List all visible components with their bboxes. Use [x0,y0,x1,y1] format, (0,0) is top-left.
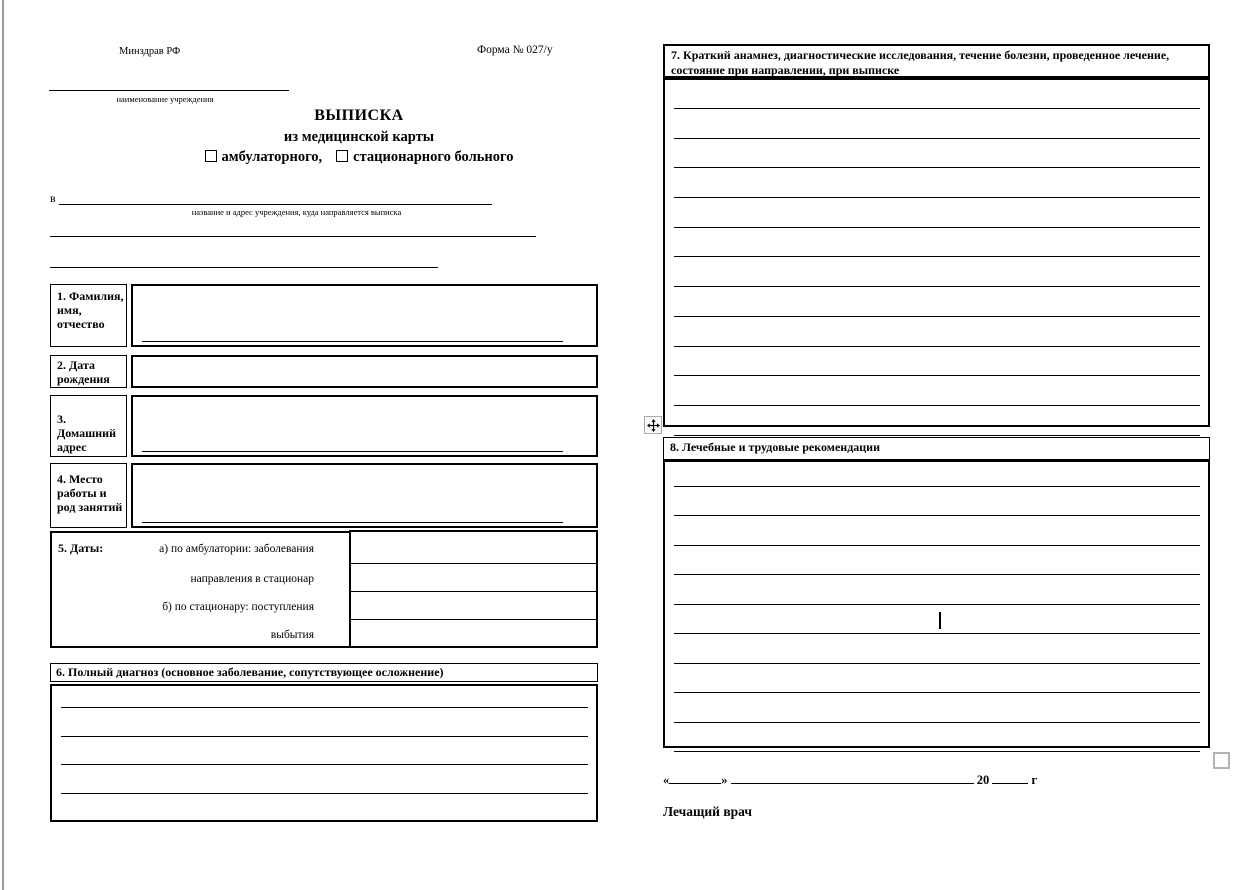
year-blank[interactable] [992,771,1028,784]
date-cell-discharge[interactable] [351,620,596,646]
field2-label: 2. Дата рождения [57,358,110,386]
addressee-extra-line-2[interactable] [50,267,438,268]
field5-row1-label: а) по амбулатории: заболевания [159,543,314,555]
field1-input-box[interactable] [131,284,598,347]
field5-row4-label: выбытия [270,629,314,641]
ruled-blank-line [674,257,1200,287]
ruled-blank-line [674,462,1200,487]
addressee-prefix: в [50,191,56,205]
ruled-blank-line [674,575,1200,604]
ruled-blank-line [674,317,1200,347]
ruled-blank-line [61,737,588,766]
inpatient-checkbox[interactable] [336,150,348,162]
field5-row3-label: б) по стационару: поступления [162,601,314,613]
ruled-blank-line [674,109,1200,139]
date-signature-row [663,771,1037,788]
addressee-line[interactable] [59,204,492,205]
ruled-blank-line [61,765,588,794]
ruled-blank-line [674,693,1200,722]
ruled-blank-line [61,794,588,823]
form-number-label: Форма № 027/у [477,44,553,56]
ruled-blank-line [674,376,1200,406]
ruled-blank-line [674,139,1200,169]
ruled-blank-line [674,168,1200,198]
field3-label: 3. Домашний адрес [57,412,116,454]
date-cell-admission[interactable] [351,592,596,620]
page-left-edge [2,0,4,890]
field8-header-cell [663,437,1210,460]
field4-label-cell [50,463,127,528]
field1-label-cell [50,284,127,347]
quote-open: « [663,773,670,787]
ruled-blank-line [674,198,1200,228]
ruled-blank-line [674,516,1200,545]
table-resize-handle[interactable] [1213,752,1230,769]
quote-close: » [721,773,728,787]
ambulatory-checkbox[interactable] [205,150,217,162]
field4-input-box[interactable] [131,463,598,528]
ruled-blank-line [674,80,1200,109]
month-blank[interactable] [731,771,974,784]
field5-label: 5. Даты: [58,541,104,555]
date-cell-referral[interactable] [351,564,596,592]
ruled-blank-line [674,605,1200,634]
inpatient-label: стационарного больного [353,149,514,165]
field8-input-area[interactable] [663,460,1210,748]
institution-name-line[interactable] [49,90,289,91]
field8-label: 8. Лечебные и трудовые рекомендации [670,440,881,454]
field3-input-box[interactable] [131,395,598,457]
ruled-blank-line [674,664,1200,693]
field3-label-cell [50,395,127,457]
ambulatory-label: амбулаторного, [221,149,323,165]
ruled-blank-line [674,487,1200,516]
ruled-blank-line [61,686,588,708]
ruled-blank-line [674,546,1200,575]
ruled-blank-line [674,347,1200,377]
field2-input-box[interactable] [131,355,598,388]
ruled-blank-line [674,228,1200,258]
field6-header-cell [50,663,598,682]
field6-label: 6. Полный диагноз (основное заболевание, сопутствующее осложнение) [56,665,444,679]
patient-type-row [120,149,598,166]
table-move-handle[interactable] [644,416,662,434]
field5-dates-column [349,530,598,648]
field3-underline [142,451,563,452]
field5-row2-label: направления в стационар [190,573,314,585]
institution-caption: наименование учреждения [116,94,214,104]
field7-header-cell [663,44,1210,78]
addressee-extra-line-1[interactable] [50,236,536,237]
field7-input-area[interactable] [663,78,1210,427]
form-subtitle: из медицинской карты [283,129,435,145]
addressee-caption: название и адрес учреждения, куда направляется выписка [191,207,402,217]
field4-label: 4. Место работы и род занятий [57,472,123,514]
field2-label-cell [50,355,127,388]
ruled-blank-line [61,708,588,737]
ministry-label: Минздрав РФ [119,46,181,57]
year-prefix: 20 [976,773,990,787]
move-cross-icon [647,419,660,432]
form-title: ВЫПИСКА [314,107,404,124]
field4-underline [142,522,563,523]
field1-underline [142,341,563,342]
ruled-blank-line [674,406,1200,436]
ruled-blank-line [674,634,1200,663]
field6-input-area[interactable] [50,684,598,822]
attending-doctor-label: Лечащий врач [663,804,752,819]
year-suffix: г [1031,773,1038,787]
field7-label: 7. Краткий анамнез, диагностические исследования, течение болезни, проведенное лечение, состояние при направлении, при выписке [671,48,1170,77]
field1-label: 1. Фамилия, имя, отчество [57,289,124,331]
day-blank[interactable] [669,771,721,784]
date-cell-disease[interactable] [351,532,596,564]
ruled-blank-line [674,287,1200,317]
ruled-blank-line [674,723,1200,752]
text-caret [939,612,941,629]
